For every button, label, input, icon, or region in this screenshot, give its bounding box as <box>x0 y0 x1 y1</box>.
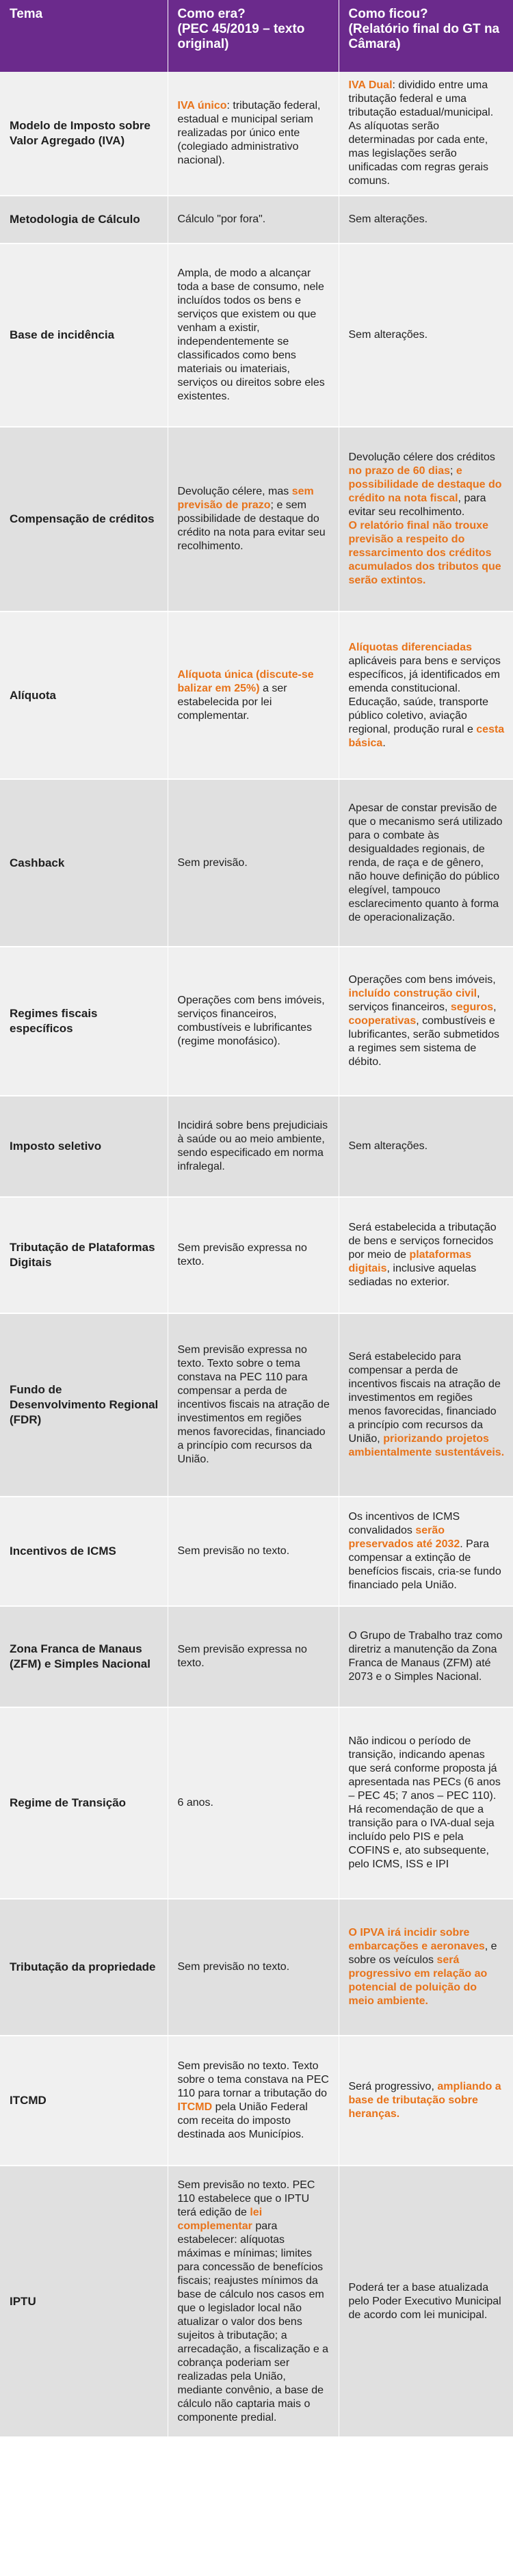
cell-text: , serviços financeiros, <box>348 988 480 1013</box>
before-cell <box>168 1313 339 1497</box>
topic-cell: Modelo de Imposto sobre Valor Agregado (IVA) <box>0 72 168 196</box>
before-cell <box>168 779 339 947</box>
after-cell <box>339 1899 513 2036</box>
topic-cell: Regime de Transição <box>0 1707 168 1899</box>
cell-text: Sem alterações. <box>348 213 428 225</box>
cell-text: Apesar de constar previsão de que o mecanismo será utilizado para o combate às desigualdades regionais, de renda, de raça e de gênero, não houve definição do público elegível, tampouco esclarecimento quanto à forma de operacionalização. <box>348 802 503 923</box>
highlighted-text: serão preservados até 2032 <box>348 1525 460 1550</box>
table-row <box>0 2036 513 2166</box>
table-row <box>0 2166 513 2437</box>
topic-cell: Incentivos de ICMS <box>0 1497 168 1606</box>
highlighted-text: O IPVA irá incidir sobre embarcações e aeronaves <box>348 1927 485 1952</box>
cell-text: Sem previsão. <box>177 856 248 869</box>
highlighted-text: ampliando a base de tributação sobre heranças. <box>348 2081 501 2120</box>
before-cell <box>168 1707 339 1899</box>
topic-cell: Imposto seletivo <box>0 1096 168 1197</box>
after-cell <box>339 196 513 244</box>
after-cell <box>339 1606 513 1707</box>
table-row <box>0 779 513 947</box>
before-cell <box>168 1606 339 1707</box>
table-row <box>0 1197 513 1313</box>
after-cell <box>339 427 513 612</box>
highlighted-text: cesta básica <box>348 723 505 749</box>
before-cell <box>168 427 339 612</box>
cell-text: Operações com bens imóveis, <box>348 974 496 986</box>
before-cell <box>168 1096 339 1197</box>
highlighted-text: O relatório final não trouxe previsão a respeito do ressarcimento dos créditos acumulados dos tributos que serão extintos. <box>348 520 501 586</box>
header-row <box>0 0 513 72</box>
before-cell <box>168 72 339 196</box>
cell-text: Sem alterações. <box>348 1140 428 1152</box>
cell-text: ; <box>449 465 456 477</box>
highlighted-text: plataformas digitais <box>348 1249 472 1274</box>
cell-text: Devolução célere dos créditos <box>348 451 495 463</box>
cell-text: : dividido entre uma tributação federal e uma tributação estadual/municipal. As alíquotas serão determinadas por cada ente, mas legislações serão unificadas com regras gerais comuns. <box>348 79 494 187</box>
table-row <box>0 196 513 244</box>
cell-text: Incidirá sobre bens prejudiciais à saúde ou ao meio ambiente, sendo especificado em norma infralegal. <box>177 1120 328 1172</box>
topic-cell: Cashback <box>0 779 168 947</box>
cell-text: . <box>382 737 386 749</box>
highlighted-text: no prazo de 60 dias <box>348 465 450 477</box>
highlighted-text: cooperativas <box>348 1015 417 1027</box>
table-row <box>0 427 513 612</box>
topic-cell: Compensação de créditos <box>0 427 168 612</box>
cell-text: Poderá ter a base atualizada pelo Poder Executivo Municipal de acordo com lei municipal. <box>348 2281 501 2321</box>
after-cell <box>339 72 513 196</box>
cell-text: , para evitar seu recolhimento. <box>348 492 486 518</box>
cell-text: Será estabelecido para compensar a perda de incentivos fiscais na atração de investimentos em regiões menos favorecidas, financiado a princípio com recursos da União, <box>348 1351 501 1445</box>
after-cell <box>339 612 513 779</box>
cell-text: Será progressivo, <box>348 2081 438 2092</box>
cell-text: Sem previsão no texto. Texto sobre o tema constava na PEC 110 para tornar a tributação do <box>177 2060 329 2099</box>
cell-text: Operações com bens imóveis, serviços financeiros, combustíveis e lubrificantes (regime monofásico). <box>177 995 325 1047</box>
cell-text: Sem previsão no texto. <box>177 1545 290 1557</box>
table-header <box>0 0 513 72</box>
after-cell <box>339 1313 513 1497</box>
cell-text: a ser estabelecida por lei complementar. <box>177 682 287 722</box>
topic-cell: Base de incidência <box>0 244 168 427</box>
table-row <box>0 1707 513 1899</box>
cell-text: pela União Federal com receita do imposto destinada aos Municípios. <box>177 2101 308 2140</box>
before-cell <box>168 1899 339 2036</box>
topic-cell: Metodologia de Cálculo <box>0 196 168 244</box>
highlighted-text: lei complementar <box>177 2206 263 2232</box>
topic-cell: Tributação da propriedade <box>0 1899 168 2036</box>
after-cell <box>339 947 513 1096</box>
header-before: Como era? (PEC 45/2019 – texto original) <box>168 0 339 72</box>
cell-text: Sem previsão expressa no texto. <box>177 1644 307 1669</box>
before-cell <box>168 244 339 427</box>
cell-text: , e sobre os veículos <box>348 1941 497 1966</box>
cell-text: Devolução célere, mas <box>177 486 292 497</box>
highlighted-text: Alíquotas diferenciadas <box>348 641 472 653</box>
topic-cell: Alíquota <box>0 612 168 779</box>
highlighted-text: ITCMD <box>177 2101 213 2113</box>
table-body <box>0 72 513 2437</box>
topic-cell: Fundo de Desenvolvimento Regional (FDR) <box>0 1313 168 1497</box>
highlighted-text: e possibilidade de destaque do crédito na nota fiscal <box>348 465 502 504</box>
cell-text: Sem previsão no texto. PEC 110 estabelece que o IPTU terá edição de <box>177 2179 315 2218</box>
before-cell <box>168 947 339 1096</box>
cell-text: Sem previsão expressa no texto. <box>177 1242 307 1267</box>
highlighted-text: seguros <box>450 1001 494 1013</box>
table-row <box>0 244 513 427</box>
after-cell <box>339 2036 513 2166</box>
table-row <box>0 1606 513 1707</box>
header-topic: Tema <box>0 0 168 72</box>
cell-text: Os incentivos de ICMS convalidados <box>348 1511 460 1536</box>
cell-text: Será estabelecida a tributação de bens e serviços fornecidos por meio de <box>348 1222 497 1261</box>
cell-text: O Grupo de Trabalho traz como diretriz a manutenção da Zona Franca de Manaus (ZFM) até 2073 e o Simples Nacional. <box>348 1630 503 1683</box>
table-row <box>0 947 513 1096</box>
cell-text: Ampla, de modo a alcançar toda a base de consumo, nele incluídos todos os bens e serviços que existem ou que venham a existir, independentemente se classificados como bens materiais ou imateriais, serviços ou direitos sobre eles existentes. <box>177 267 325 402</box>
cell-text: : tributação federal, estadual e municipal seriam realizadas por único ente (colegiado administrativo nacional). <box>177 100 321 166</box>
highlighted-text: IVA único <box>177 100 227 111</box>
topic-cell: Regimes fiscais específicos <box>0 947 168 1096</box>
after-cell <box>339 779 513 947</box>
highlighted-text: IVA Dual <box>348 79 393 91</box>
after-cell <box>339 2166 513 2437</box>
highlighted-text: priorizando projetos ambientalmente sustentáveis. <box>348 1433 505 1458</box>
cell-text: , combustíveis e lubrificantes, serão submetidos a regimes sem sistema de débito. <box>348 1015 500 1068</box>
after-cell <box>339 1197 513 1313</box>
header-after: Como ficou? (Relatório final do GT na Câmara) <box>339 0 513 72</box>
after-cell <box>339 1497 513 1606</box>
cell-text: Sem alterações. <box>348 329 428 341</box>
before-cell <box>168 2036 339 2166</box>
table-row <box>0 612 513 779</box>
after-cell <box>339 1707 513 1899</box>
topic-cell: IPTU <box>0 2166 168 2437</box>
cell-text: 6 anos. <box>177 1797 213 1809</box>
cell-text: ; e sem possibilidade de destaque do crédito na nota para evitar seu recolhimento. <box>177 499 326 552</box>
before-cell <box>168 2166 339 2437</box>
topic-cell: ITCMD <box>0 2036 168 2166</box>
before-cell <box>168 1197 339 1313</box>
cell-text: para estabelecer: alíquotas máximas e mínimas; limites para concessão de benefícios fiscais; reajustes mínimos da base de cálculo nos casos em que o legislador local não atualizar o valor dos bens sujeitos à tributação; a arrecadação, a fiscalização e a cobrança poderiam ser realizadas pela União, mediante convênio, a base de cálculo não captaria mais o componente predial. <box>177 2220 329 2423</box>
table-row <box>0 1899 513 2036</box>
cell-text: , <box>493 1001 497 1013</box>
highlighted-text: sem previsão de prazo <box>177 486 314 511</box>
topic-cell: Zona Franca de Manaus (ZFM) e Simples Nacional <box>0 1606 168 1707</box>
before-cell <box>168 1497 339 1606</box>
table-row <box>0 1096 513 1197</box>
after-cell <box>339 1096 513 1197</box>
cell-text: Sem previsão no texto. <box>177 1961 290 1973</box>
topic-cell: Tributação de Plataformas Digitais <box>0 1197 168 1313</box>
table-row <box>0 1313 513 1497</box>
cell-text: , inclusive aquelas sediadas no exterior. <box>348 1263 477 1288</box>
before-cell <box>168 612 339 779</box>
cell-text: . Para compensar a extinção de benefícios fiscais, cria-se fundo financiado pela União. <box>348 1538 501 1591</box>
table-row <box>0 72 513 196</box>
cell-text: Cálculo "por fora". <box>177 213 266 225</box>
cell-text: Sem previsão expressa no texto. Texto sobre o tema constava na PEC 110 para compensar a perda de incentivos fiscais na atração de investimentos em regiões menos favorecidas, financiado a princípio com recursos da União. <box>177 1344 330 1465</box>
table-row <box>0 1497 513 1606</box>
cell-text: Não indicou o período de transição, indicando apenas que será conforme proposta já apresentada nas PECs (6 anos – PEC 45; 7 anos – PEC 110). Há recomendação de que a transição para o IVA-dual seja incluído pelo PIS e pela COFINS e, ato subsequente, pelo ICMS, ISS e IPI <box>348 1735 501 1870</box>
before-cell <box>168 196 339 244</box>
cell-text: aplicáveis para bens e serviços específicos, já identificados em emenda constitucional. Educação, saúde, transporte público coletivo, aviação regional, produção rural e <box>348 655 501 735</box>
highlighted-text: será progressivo em relação ao potencial de poluição do meio ambiente. <box>348 1954 488 2007</box>
highlighted-text: incluído construção civil <box>348 988 477 999</box>
after-cell <box>339 244 513 427</box>
highlighted-text: Alíquota única (discute-se balizar em 25%) <box>177 668 314 694</box>
